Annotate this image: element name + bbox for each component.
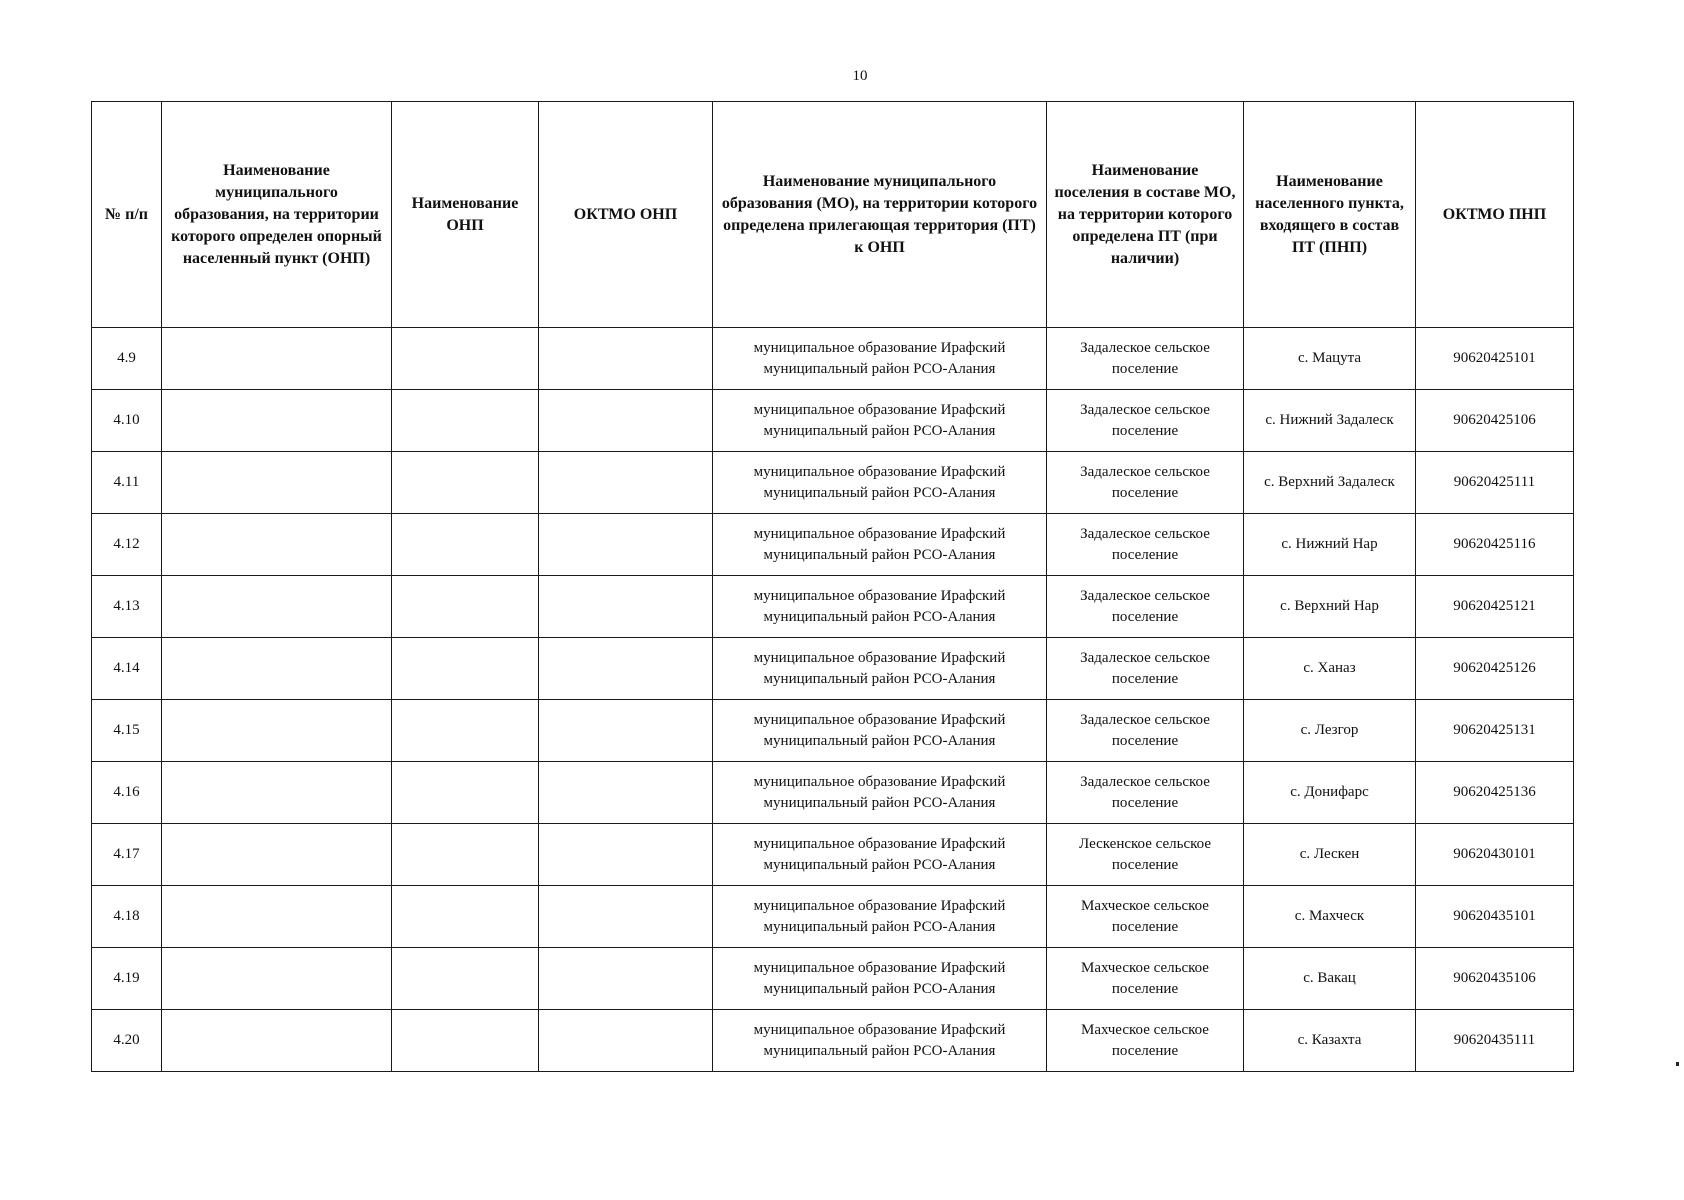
header-cell: Наименование поселения в составе МО, на территории которого определена ПТ (при наличии) xyxy=(1047,102,1244,328)
page-number: 10 xyxy=(852,68,868,84)
table-cell: 4.13 xyxy=(92,576,162,638)
table-cell xyxy=(392,824,539,886)
table-cell xyxy=(162,1010,392,1072)
table-cell: Задалеское сельское поселение xyxy=(1047,452,1244,514)
table-cell: Задалеское сельское поселение xyxy=(1047,576,1244,638)
table-cell: Махческое сельское поселение xyxy=(1047,1010,1244,1072)
table-cell: Задалеское сельское поселение xyxy=(1047,638,1244,700)
header-cell: ОКТМО ПНП xyxy=(1416,102,1574,328)
table-cell: 90620425136 xyxy=(1416,762,1574,824)
table-cell: 4.14 xyxy=(92,638,162,700)
header-cell: Наименование ОНП xyxy=(392,102,539,328)
table-cell xyxy=(392,1010,539,1072)
table-cell: с. Донифарс xyxy=(1244,762,1416,824)
table-cell: 90620425101 xyxy=(1416,328,1574,390)
table-cell: 90620435106 xyxy=(1416,948,1574,1010)
table-row xyxy=(92,452,1574,514)
table-cell: муниципальное образование Ирафский муниципальный район РСО-Алания xyxy=(713,514,1047,576)
table-cell: 4.12 xyxy=(92,514,162,576)
table-cell: 4.18 xyxy=(92,886,162,948)
table-row xyxy=(92,824,1574,886)
table-cell xyxy=(162,390,392,452)
table-cell: 4.16 xyxy=(92,762,162,824)
table-cell: 4.20 xyxy=(92,1010,162,1072)
table-cell: с. Мацута xyxy=(1244,328,1416,390)
table-cell: муниципальное образование Ирафский муниципальный район РСО-Алания xyxy=(713,452,1047,514)
table-cell: с. Вакац xyxy=(1244,948,1416,1010)
table-cell: муниципальное образование Ирафский муниципальный район РСО-Алания xyxy=(713,1010,1047,1072)
table-cell: с. Лезгор xyxy=(1244,700,1416,762)
table-cell: муниципальное образование Ирафский муниципальный район РСО-Алания xyxy=(713,638,1047,700)
table-cell xyxy=(392,762,539,824)
table-cell xyxy=(539,328,713,390)
table-cell: 4.9 xyxy=(92,328,162,390)
table-row xyxy=(92,328,1574,390)
table-cell: муниципальное образование Ирафский муниципальный район РСО-Алания xyxy=(713,762,1047,824)
table-cell: с. Лескен xyxy=(1244,824,1416,886)
table-cell xyxy=(539,638,713,700)
table-cell xyxy=(162,638,392,700)
table-cell xyxy=(539,762,713,824)
table-cell xyxy=(539,824,713,886)
table-row xyxy=(92,576,1574,638)
table-cell: с. Нижний Нар xyxy=(1244,514,1416,576)
table-cell: с. Нижний Задалеск xyxy=(1244,390,1416,452)
table-row xyxy=(92,948,1574,1010)
table-cell: 4.19 xyxy=(92,948,162,1010)
table-cell: муниципальное образование Ирафский муниципальный район РСО-Алания xyxy=(713,824,1047,886)
header-cell: № п/п xyxy=(92,102,162,328)
table-cell: с. Ханаз xyxy=(1244,638,1416,700)
table-cell: 90620425106 xyxy=(1416,390,1574,452)
header-cell: Наименование населенного пункта, входящего в состав ПТ (ПНП) xyxy=(1244,102,1416,328)
table-cell: 4.17 xyxy=(92,824,162,886)
table-cell: с. Махческ xyxy=(1244,886,1416,948)
table-cell: 90620430101 xyxy=(1416,824,1574,886)
table-cell: с. Верхний Задалеск xyxy=(1244,452,1416,514)
table-cell: муниципальное образование Ирафский муниципальный район РСО-Алания xyxy=(713,576,1047,638)
table-cell xyxy=(539,886,713,948)
table-cell: Лескенское сельское поселение xyxy=(1047,824,1244,886)
table-cell xyxy=(162,576,392,638)
table-cell: Задалеское сельское поселение xyxy=(1047,328,1244,390)
table-cell xyxy=(162,886,392,948)
table-cell: 90620425111 xyxy=(1416,452,1574,514)
table-cell: 90620435111 xyxy=(1416,1010,1574,1072)
table-cell: с. Казахта xyxy=(1244,1010,1416,1072)
header-cell: Наименование муниципального образования (МО), на территории которого определена прилегающая территория (ПТ) к ОНП xyxy=(713,102,1047,328)
settlements-table xyxy=(91,101,1574,1072)
table-cell xyxy=(162,452,392,514)
table-cell xyxy=(162,762,392,824)
table-cell: Задалеское сельское поселение xyxy=(1047,762,1244,824)
table-cell: муниципальное образование Ирафский муниципальный район РСО-Алания xyxy=(713,948,1047,1010)
table-cell xyxy=(392,576,539,638)
scan-speck xyxy=(1676,1062,1679,1066)
table-cell: муниципальное образование Ирафский муниципальный район РСО-Алания xyxy=(713,700,1047,762)
table-cell xyxy=(539,514,713,576)
table-cell xyxy=(539,700,713,762)
table-cell xyxy=(392,328,539,390)
table-cell xyxy=(392,700,539,762)
table-cell xyxy=(539,1010,713,1072)
table-row xyxy=(92,762,1574,824)
table-cell xyxy=(162,948,392,1010)
table-row xyxy=(92,886,1574,948)
table-row xyxy=(92,638,1574,700)
table-cell xyxy=(162,824,392,886)
table-cell xyxy=(539,576,713,638)
table-row xyxy=(92,514,1574,576)
table-cell: 90620425126 xyxy=(1416,638,1574,700)
table-cell xyxy=(539,948,713,1010)
table-cell: 90620435101 xyxy=(1416,886,1574,948)
table-row xyxy=(92,1010,1574,1072)
table-row xyxy=(92,390,1574,452)
table-cell xyxy=(162,514,392,576)
table-cell xyxy=(162,328,392,390)
table-cell: 90620425121 xyxy=(1416,576,1574,638)
table-cell: Задалеское сельское поселение xyxy=(1047,700,1244,762)
table-cell: муниципальное образование Ирафский муниципальный район РСО-Алания xyxy=(713,886,1047,948)
table-cell xyxy=(392,948,539,1010)
table-cell xyxy=(539,452,713,514)
table-cell xyxy=(392,390,539,452)
table-cell xyxy=(392,886,539,948)
table-cell: Задалеское сельское поселение xyxy=(1047,390,1244,452)
table-cell: 90620425131 xyxy=(1416,700,1574,762)
table-body xyxy=(92,328,1574,1072)
table-cell xyxy=(392,452,539,514)
table-cell: с. Верхний Нар xyxy=(1244,576,1416,638)
table-cell: 90620425116 xyxy=(1416,514,1574,576)
table-header-row xyxy=(92,102,1574,328)
table-cell: муниципальное образование Ирафский муниципальный район РСО-Алания xyxy=(713,390,1047,452)
table-cell: Махческое сельское поселение xyxy=(1047,948,1244,1010)
table-cell xyxy=(539,390,713,452)
table-cell xyxy=(162,700,392,762)
table-cell: муниципальное образование Ирафский муниципальный район РСО-Алания xyxy=(713,328,1047,390)
table-cell: 4.11 xyxy=(92,452,162,514)
header-cell: Наименование муниципального образования, на территории которого определен опорный населенный пункт (ОНП) xyxy=(162,102,392,328)
table-cell: Махческое сельское поселение xyxy=(1047,886,1244,948)
header-cell: ОКТМО ОНП xyxy=(539,102,713,328)
table-cell: Задалеское сельское поселение xyxy=(1047,514,1244,576)
table-cell: 4.10 xyxy=(92,390,162,452)
table-row xyxy=(92,700,1574,762)
table-cell: 4.15 xyxy=(92,700,162,762)
table-cell xyxy=(392,514,539,576)
table-cell xyxy=(392,638,539,700)
